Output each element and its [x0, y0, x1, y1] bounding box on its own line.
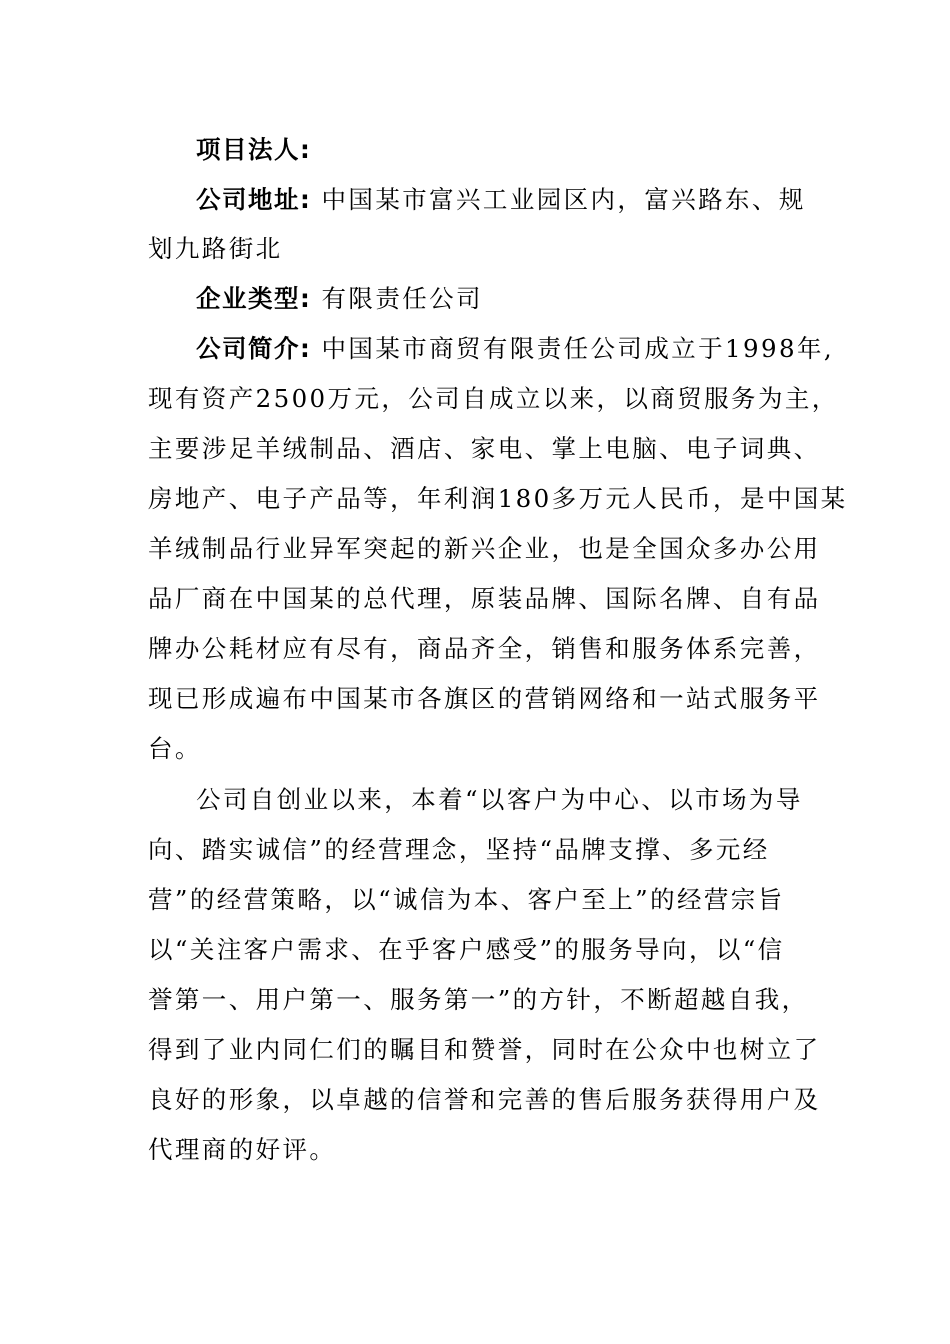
philosophy-text-line: 誉第一、用户第一、服务第一”的方针，不断超越自我，: [148, 985, 809, 1014]
intro-text-line: 台。: [148, 734, 202, 763]
address-value: 中国某市富兴工业园区内，富兴路东、规: [321, 185, 806, 214]
intro-label: 公司简介:: [196, 334, 312, 363]
address-label: 公司地址:: [196, 185, 312, 214]
intro-text-line: 主要涉足羊绒制品、酒店、家电、掌上电脑、电子词典、: [148, 434, 821, 463]
philosophy-text-line: 以“关注客户需求、在乎客户感受”的服务导向，以“信: [148, 935, 785, 964]
philosophy-text-line: 营”的经营策略，以“诚信为本、客户至上”的经营宗旨: [148, 885, 785, 914]
philosophy-text-line: 向、踏实诚信”的经营理念，坚持“品牌支撑、多元经: [148, 835, 770, 864]
intro-text-line: 房地产、电子产品等，年利润180多万元人民币，是中国某: [148, 484, 848, 513]
company-type-label: 企业类型:: [196, 284, 312, 313]
company-type-value: 有限责任公司: [321, 284, 483, 313]
intro-text-line: 牌办公耗材应有尽有，商品齐全，销售和服务体系完善，: [148, 634, 821, 663]
philosophy-text-line: 良好的形象，以卓越的信誉和完善的售后服务获得用户及: [148, 1085, 821, 1114]
address-line-2: [148, 232, 283, 266]
address-line-1: [196, 183, 806, 217]
intro-line: [196, 332, 834, 366]
intro-text-line: 现已形成遍布中国某市各旗区的营销网络和一站式服务平: [148, 684, 821, 713]
philosophy-text-line: 得到了业内同仁们的瞩目和赞誉，同时在公众中也树立了: [148, 1035, 821, 1064]
project-owner-line: [196, 133, 311, 167]
philosophy-text-line: 公司自创业以来，本着“以客户为中心、以市场为导: [196, 785, 803, 814]
intro-text: 中国某市商贸有限责任公司成立于1998年,: [321, 334, 835, 363]
intro-text-line: 现有资产2500万元，公司自成立以来，以商贸服务为主，: [148, 384, 839, 413]
philosophy-text-line: 代理商的好评。: [148, 1135, 337, 1164]
address-value-continued: 划九路街北: [148, 234, 283, 263]
company-type-line: [196, 282, 483, 316]
project-owner-label: 项目法人:: [196, 135, 312, 164]
intro-text-line: 品厂商在中国某的总代理，原装品牌、国际名牌、自有品: [148, 584, 821, 613]
intro-text-line: 羊绒制品行业异军突起的新兴企业，也是全国众多办公用: [148, 534, 821, 563]
